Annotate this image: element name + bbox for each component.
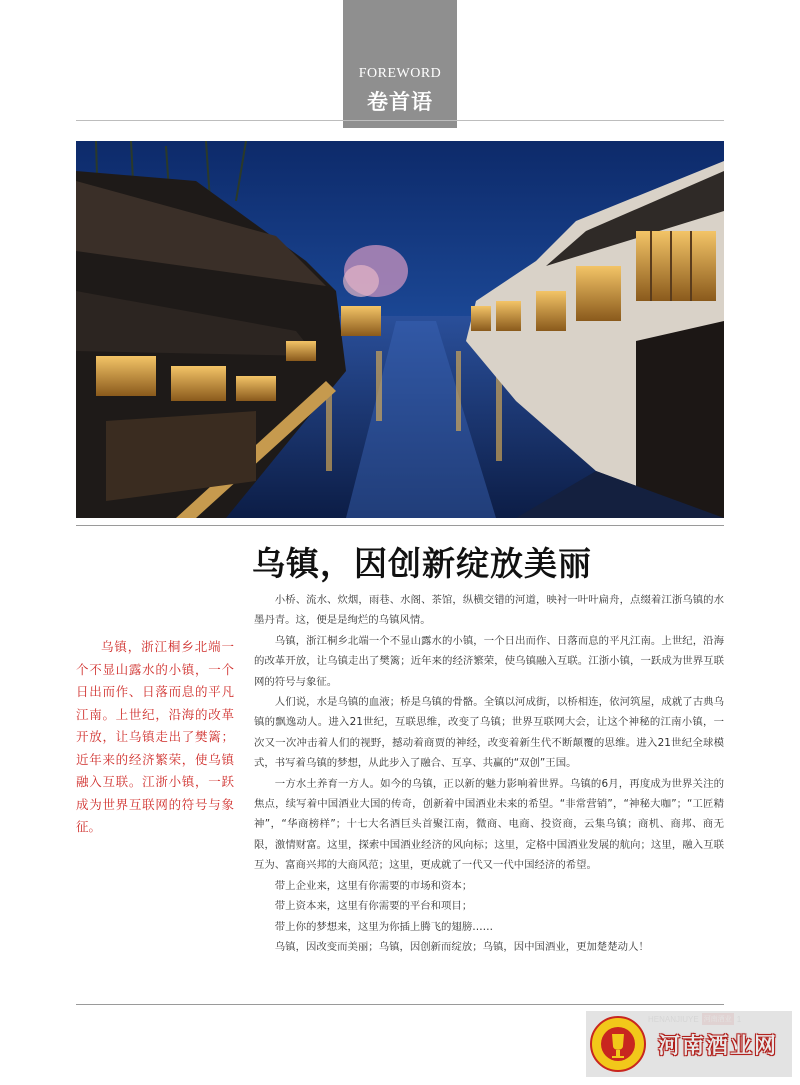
paragraph: 人们说，水是乌镇的血液；桥是乌镇的骨骼。全镇以河成街，以桥相连，依河筑屋，成就了古典乌镇的飘逸动人。进入21世纪，互联思维，改变了乌镇；世界互联网大会，让这个神秘的江南小镇，一次又一次冲击着人们的视野，撼动着商贾的神经，改变着新生代不断颠覆的思维。进入21世纪全球模式，书写着乌镇的梦想，从此步入了融合、互享、共赢的“双创”王国。	[254, 696, 724, 770]
paragraph: 乌镇，因改变而美丽；乌镇，因创新而绽放；乌镇，因中国酒业，更加楚楚动人！	[274, 940, 649, 953]
section-label-en: FOREWORD	[358, 66, 442, 81]
watermark-text: 河南酒业网	[658, 1033, 779, 1059]
bottom-divider	[76, 1004, 724, 1005]
article-body	[254, 590, 724, 957]
pullquote	[76, 636, 234, 839]
article-title: 乌镇，因创新绽放美丽	[252, 544, 592, 583]
top-divider	[76, 120, 724, 121]
paragraph: 带上企业来，这里有你需要的市场和资本；	[274, 879, 473, 892]
paragraph: 一方水土养育一方人。如今的乌镇，正以新的魅力影响着世界。乌镇的6月，再度成为世界关注的焦点，续写着中国酒业大国的传奇，创新着中国酒业未来的希望。“非常营销”，“神秘大咖”；“工匠精神”，“华商榜样”；十七大名酒巨头首聚江南，微商、电商、投资商，云集乌镇；商机、商邦、商无限，激情财富。这里，探索中国酒业经济的风向标；这里，定格中国酒业发展的航向；这里，融入互联互为、富商兴邦的大商风范；这里，更成就了一代又一代中国经济的希望。	[254, 777, 724, 872]
section-label-cn: 卷首语	[367, 90, 433, 114]
site-watermark	[586, 1011, 792, 1077]
paragraph: 乌镇，浙江桐乡北端一个不显山露水的小镇，一个日出而作、日落而息的平凡江南。上世纪，沿海的改革开放，让乌镇走出了樊篱；近年来的经济繁荣，使乌镇融入互联。江浙小镇，一跃成为世界互联网的符号与象征。	[254, 634, 724, 688]
henan-wine-association-seal-icon	[590, 1016, 646, 1072]
photo-divider	[76, 525, 724, 526]
paragraph: 带上你的梦想来，这里为你插上腾飞的翅膀……	[274, 920, 493, 933]
pullquote-text: 乌镇，浙江桐乡北端一个不显山露水的小镇，一个日出而作、日落而息的平凡江南。上世纪，沿海的改革开放，让乌镇走出了樊篱；近年来的经济繁荣，使乌镇融入互联。江浙小镇，一跃成为世界互联网的符号与象征。	[76, 639, 234, 834]
paragraph: 小桥、流水、炊烟，雨巷、水阁、茶馆，纵横交错的河道，映衬一叶叶扁舟，点缀着江浙乌镇的水墨丹青。这，便是是绚烂的乌镇风情。	[254, 594, 724, 627]
section-tab	[343, 0, 457, 128]
paragraph: 带上资本来，这里有你需要的平台和项目；	[274, 900, 473, 913]
night-canal-town-photo	[76, 141, 724, 518]
